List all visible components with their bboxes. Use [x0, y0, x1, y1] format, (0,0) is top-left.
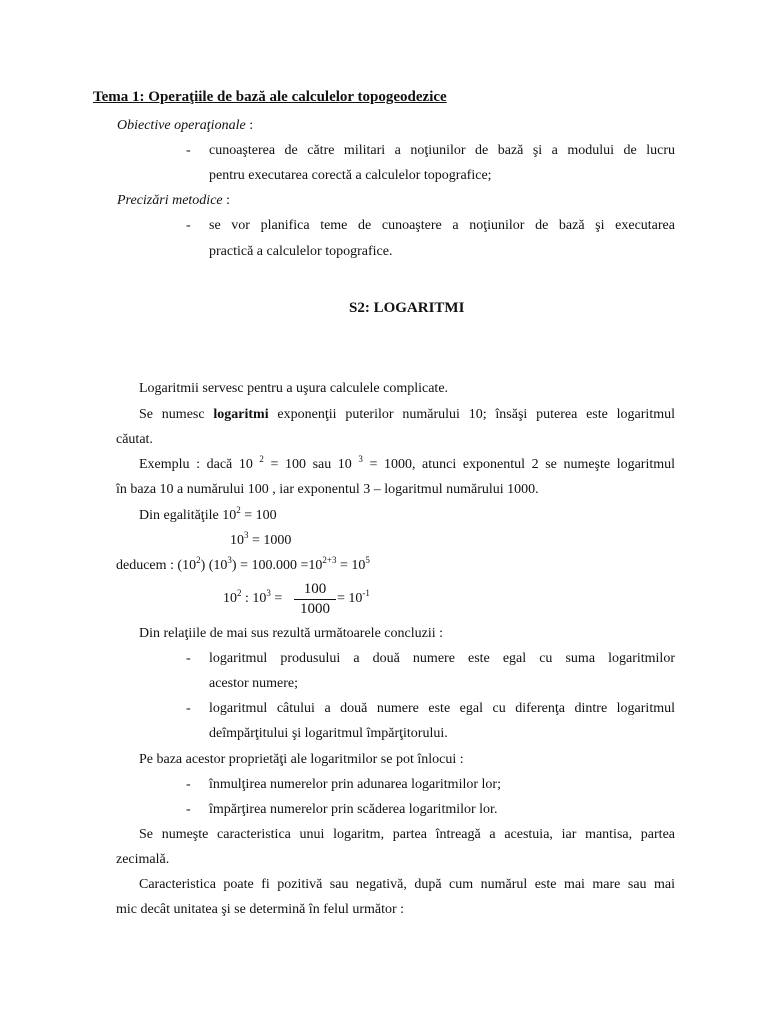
replacement-1: înmulţirea numerelor prin adunarea logaritmilor lor;	[209, 777, 501, 792]
text-span: 10	[230, 533, 244, 548]
superscript: 3	[227, 555, 232, 565]
text-span: = 1000, atunci exponentul 2 se numeşte logaritmul	[362, 457, 676, 472]
text-span: =	[270, 591, 283, 606]
text-span: = 1000	[248, 533, 292, 548]
bullet-dash: -	[186, 218, 191, 233]
example-line-2: în baza 10 a numărului 100 , iar exponentul 3 – logaritmul numărului 1000.	[116, 482, 539, 497]
bullet-dash: -	[186, 777, 191, 792]
superscript: 2	[236, 505, 241, 515]
text-span: = 10	[337, 591, 363, 606]
method-line-2: practică a calculelor topografice.	[209, 244, 393, 259]
method-colon: :	[222, 193, 231, 208]
replacement-2: împărţirea numerelor prin scăderea logaritmilor lor.	[209, 802, 498, 817]
page-title: Tema 1: Operaţiile de bază ale calculelor topogeodezice	[93, 89, 447, 105]
paragraph-intro: Logaritmii servesc pentru a uşura calculele complicate.	[139, 381, 449, 396]
division-equation-right	[337, 588, 370, 607]
text-span: exponenţii puterilor numărului 10; însăşi puterea este logaritmul	[268, 407, 675, 422]
superscript: 5	[365, 555, 370, 565]
bullet-dash: -	[186, 143, 191, 158]
fraction-denominator: 1000	[300, 601, 330, 617]
characteristic-line-1: Se numeşte caracteristica unui logaritm, partea întreagă a acestuia, iar mantisa, partea	[139, 827, 675, 842]
conclusion-2-line-1: logaritmul câtului a două numere este egal cu diferenţa dintre logaritmul	[209, 701, 675, 716]
conclusions-intro: Din relaţiile de mai sus rezultă următoarele concluzii :	[139, 626, 443, 641]
text-span: 10	[223, 591, 237, 606]
superscript: 2	[237, 588, 242, 598]
superscript: 2	[259, 454, 264, 464]
fraction-numerator: 100	[303, 581, 327, 597]
objective-line-1: cunoaşterea de către militari a noţiunilor de bază şi a modului de lucru	[209, 143, 675, 158]
properties-intro: Pe baza acestor proprietăţi ale logaritmilor se pot înlocui :	[139, 752, 464, 767]
conclusion-2-line-2: deîmpărţitului şi logaritmul împărţitorului.	[209, 726, 448, 741]
text-span: ) = 100.000 =10	[231, 558, 323, 573]
objectives-colon: :	[245, 118, 254, 133]
text-span: = 10	[336, 558, 366, 573]
bullet-dash: -	[186, 701, 191, 716]
text-span: Se numesc	[139, 407, 214, 422]
fraction	[294, 581, 336, 618]
superscript: 3	[358, 454, 363, 464]
text-span: Din egalităţile 10	[139, 508, 237, 523]
paragraph-definition-line-1	[139, 407, 675, 423]
bullet-dash: -	[186, 802, 191, 817]
text-span: Exemplu : dacă 10	[139, 457, 260, 472]
method-line-1: se vor planifica teme de cunoaştere a noţiunilor de bază şi executarea	[209, 218, 675, 233]
method-label-text: Precizări metodice	[117, 193, 223, 208]
text-span: : 10	[241, 591, 267, 606]
bullet-dash: -	[186, 651, 191, 666]
objective-line-2: pentru executarea corectă a calculelor topografice;	[209, 168, 492, 183]
text-span: deducem : (10	[116, 558, 197, 573]
equation-line-2	[230, 530, 292, 549]
objectives-label	[117, 118, 253, 134]
equation-line-1	[139, 505, 277, 524]
text-span: = 100	[240, 508, 277, 523]
method-label	[117, 193, 230, 209]
superscript: 2	[196, 555, 201, 565]
conclusion-1-line-1: logaritmul produsului a două numere este egal cu suma logaritmilor	[209, 651, 675, 666]
text-span: = 100 sau 10	[263, 457, 359, 472]
conclusion-1-line-2: acestor numere;	[209, 676, 299, 691]
deduction-line	[116, 555, 370, 574]
characteristic-line-2: zecimală.	[116, 852, 170, 867]
superscript: 3	[266, 588, 271, 598]
superscript: -1	[362, 588, 370, 598]
text-span: ) (10	[200, 558, 228, 573]
section-heading: S2: LOGARITMI	[349, 300, 465, 316]
superscript: 3	[244, 530, 249, 540]
paragraph-definition-line-2: căutat.	[116, 432, 153, 447]
objectives-label-text: Obiective operaţionale	[117, 118, 246, 133]
bold-term: logaritmi	[213, 407, 269, 422]
division-equation-left	[223, 588, 283, 607]
sign-line-1: Caracteristica poate fi pozitivă sau negativă, după cum numărul este mai mare sau mai	[139, 877, 675, 892]
sign-line-2: mic decât unitatea şi se determină în felul următor :	[116, 902, 405, 917]
superscript: 2+3	[322, 555, 337, 565]
fraction-bar	[294, 599, 336, 600]
example-line-1	[139, 454, 676, 473]
